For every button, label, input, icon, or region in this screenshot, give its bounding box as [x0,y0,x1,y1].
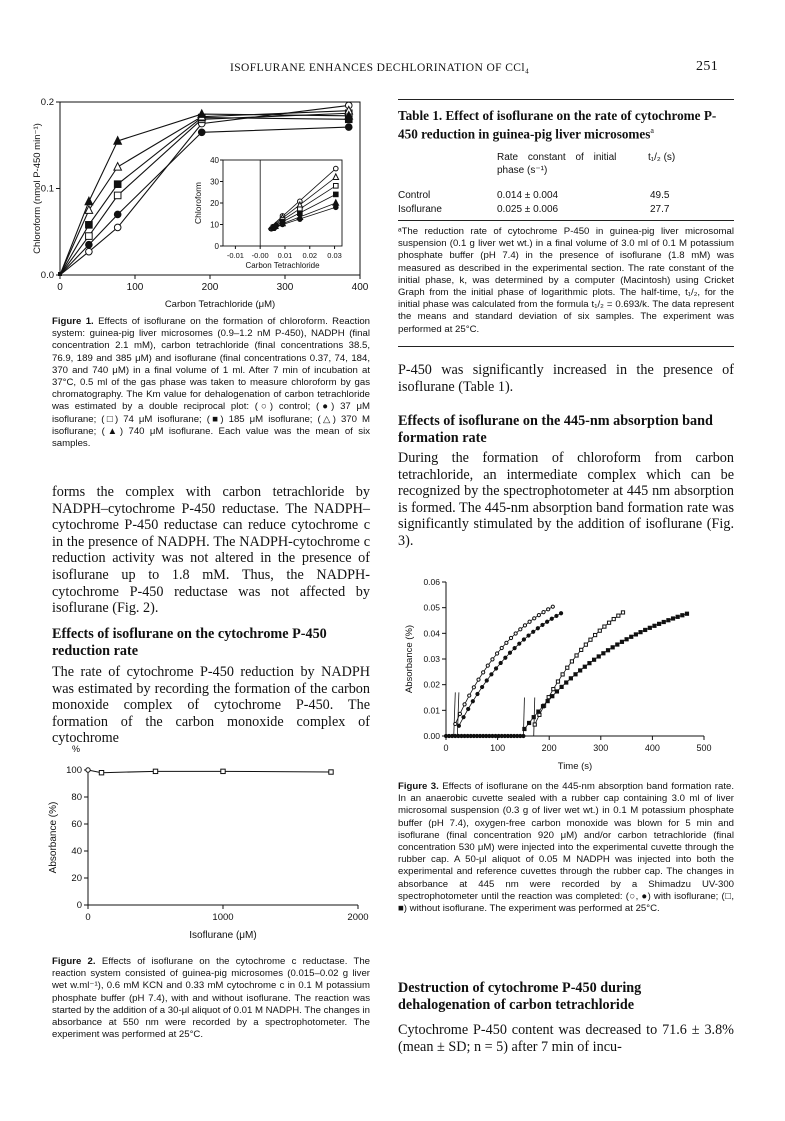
origin-marker [58,272,62,276]
data-point [616,643,619,646]
figure1-chart [30,90,410,310]
x-tick-label: 1000 [212,912,234,923]
data-point [532,716,535,719]
data-point [625,638,628,641]
data-point [86,222,93,229]
data-point [513,647,516,650]
inset-x-tick-label: -0.00 [251,251,269,260]
data-point [597,655,600,658]
data-point [676,615,679,618]
data-point [653,624,656,627]
y-tick-label: 0.1 [40,183,54,195]
data-point [541,705,544,708]
inset-point [280,222,285,227]
data-point [574,673,577,676]
running-title: ISOFLURANE ENHANCES DECHLORINATION OF CCl₄ [230,62,530,74]
figure1-label: Figure 1. [52,316,94,327]
data-point [584,643,587,646]
table-top-rule [398,99,734,100]
inset-x-axis-label: Carbon Tetrachloride [245,261,320,270]
x-axis-label: Carbon Tetrachloride (μM) [164,299,276,310]
y-tick-label: 60 [71,819,82,830]
figure1-caption-text: Effects of isoflurane on the formation of chloroform. Reaction system: guinea-pig liver microsomes (0.9–1.2 nM P-450), NADPH (final concentration 2.1 mM), carbon tetrachloride (final concentrations 38.5, 76.9, 189 and 385 μM) and isoflurane (final concentrations 0.37, 74, 184, 370 and 740 μM) in a final volume of 1 ml. After 7 min of incubation at 37°C, 0.5 ml of the gas phase was taken to measure chloroform by gas chromatography. The Km value for dehalogenation of carbon tetrachloride was estimated by a double reciprocal plot: (○) control; (●) 37 μM isoflurane; (□) 74 μM isoflurane; (■) 185 μM isoflurane; (△) 370 M isoflurane; (▲) 740 μM isoflurane. Each value was the mean of six samples. [52,316,371,450]
data-point [592,658,595,661]
data-point [552,688,555,691]
data-point [504,656,507,659]
data-point [477,678,480,681]
inset-y-axis-label: Chloroform [193,181,203,225]
data-point [198,129,205,136]
y-tick-label: 0.0 [40,270,54,281]
data-point [458,712,461,715]
data-point [522,638,525,641]
figure3-chart [398,574,728,774]
inset-x-tick-label: 0.01 [277,251,293,260]
x-tick-label: 300 [593,743,609,753]
data-point [611,646,614,649]
data-point [575,654,578,657]
data-point [598,629,601,632]
data-point [518,642,521,645]
x-tick-label: 100 [490,743,506,753]
data-point [476,692,479,695]
data-point [580,648,583,651]
data-point [644,628,647,631]
data-point [579,669,582,672]
data-point [114,211,121,218]
figure2-chart [40,740,380,960]
data-point [621,611,624,614]
y-tick-label: 0 [76,900,82,911]
data-point [153,769,157,773]
data-point [523,624,526,627]
data-point [551,695,554,698]
y-tick-label: 0.00 [423,731,440,741]
data-point [499,661,502,664]
y-tick-label: 0.01 [423,705,440,716]
inset-y-tick-label: 0 [214,242,219,251]
data-point [454,722,457,725]
data-point [500,646,503,649]
series-line [459,613,561,726]
y-tick-label: 0.04 [423,628,440,639]
data-point [546,700,549,703]
data-point [532,630,535,633]
data-point [542,610,545,613]
data-point [594,633,597,636]
data-point [639,631,642,634]
y-tick-label: 0.05 [423,602,440,613]
data-point [547,608,550,611]
data-point [588,662,591,665]
data-point [86,233,93,240]
right-paragraph-2: During the formation of chloroform from carbon tetrachloride, an intermediate complex which can be recognized by the spectrophotometer at 445 nm absorption is formed. The 445-nm absorption band formation rate was significantly stimulated by the addition of isoflurane (Fig. 3). [398,450,734,549]
x-tick-label: 200 [201,282,219,293]
figure2-caption-text: Effects of isoflurane on the cytochrome c reductase. The reaction system consisted of guinea-pig microsomes (0.015–0.02 g liver wet w.ml⁻¹), 0.6 mM KCN and 0.33 mM cytochrome c in 0.1 M potassium phosphate buffer (pH 7.4), with and without isoflurane. The reaction was started by the addition of a 30-μl aliquot of 0.01 M NADPH. The changes in absorbance at 550 nm were recorded by a spectrophotometer. The experiment was performed at 25°C. [52,956,371,1041]
data-point [495,652,498,655]
inset-x-tick-label: 0.03 [327,251,342,260]
inset-frame [223,160,342,246]
right-paragraph-1: P-450 was significantly increased in the presence of isoflurane (Table 1). [398,362,734,395]
table1-col-rate-line2: phase (s⁻¹) [497,164,548,176]
data-point [481,685,484,688]
data-point [514,632,517,635]
table1-footnote: ᵃThe reduction rate of cytochrome P-450 in guinea-pig liver microsomal suspension (0.1 g liver wet wt.) in a final volume of 3.0 ml of 0.1 M potassium phosphate buffer (pH 7.4) in the presence of isoflurane (1.8 mM) was measured as described in the experimental section. The rate constant of the initial phase, k, was determined by a computer (Macintosh) using Cricket Graph from the initial phase of logarithmic plots. The half-time, t₁/₂, for the initial phase was calculated from the formula t₁/₂ = 0.693/k. The data represent the means and standard deviation of six samples. The experiment was performed at 25°C. [398,226,734,335]
data-point [528,620,531,623]
table-bottom-rule [398,346,734,347]
data-point [537,710,540,713]
table1-row-rate: 0.014 ± 0.004 [497,190,559,201]
data-point [583,665,586,668]
data-point [685,612,688,615]
data-point [114,192,121,199]
table1-row-label: Control [398,190,431,201]
figure1-caption [52,316,370,450]
inset-point [274,223,279,228]
data-point [457,724,460,727]
right-section-heading-2: Destruction of cytochrome P-450 during dehalogenation of carbon tetrachloride [398,980,642,1013]
data-point [620,640,623,643]
data-point [509,636,512,639]
table1-row-label: Isoflurane [398,204,442,215]
x-tick-label: 0 [85,912,91,923]
x-tick-label: 0 [443,743,449,753]
data-point [472,686,475,689]
table1-col-rate-header [497,152,647,177]
y-tick-label: 0.02 [423,679,440,690]
figure3-caption [398,781,734,915]
data-point [556,680,559,683]
data-point [519,628,522,631]
inset-y-tick-label: 40 [210,156,219,165]
data-point [345,124,352,131]
data-point [99,771,103,775]
y-axis-label: Absorbance (%) [48,801,59,874]
data-point [523,727,526,730]
inset-point [334,205,339,210]
data-point [602,652,605,655]
x-axis-label: Time (s) [557,761,593,772]
data-point [86,241,93,248]
data-point [634,633,637,636]
data-point [606,649,609,652]
data-point [533,723,536,726]
y-tick-label: 80 [71,792,82,803]
x-tick-label: 300 [276,282,294,293]
data-point [505,641,508,644]
y-tick-label: 0.03 [423,654,440,664]
x-tick-label: 500 [696,743,712,753]
table1-row-half: 27.7 [650,204,670,215]
left-paragraph-1: forms the complex with carbon tetrachloride by NADPH–cytochrome P-450 reductase. The NADPH–cytochrome P-450 reductase can reduce cytochrome c in the presence of NADPH. The NADPH-cytochrome c reduction activity was not altered in the presence of isoflurane up to 1.8 mM. Thus, the NADPH-cytochrome P-450 reductase was not affected by isoflurane (Fig. 2). [52,484,370,617]
inset-point [334,192,339,197]
data-point [538,713,541,716]
data-point [612,617,615,620]
data-point [494,667,497,670]
right-paragraph-3: Cytochrome P-450 content was decreased to 71.6 ± 3.8% (mean ± SD; n = 5) after 7 min of incu- [398,1022,734,1055]
x-tick-label: 0 [57,282,63,293]
data-point [491,658,494,661]
right-section-heading-1: Effects of isoflurane on the 445-nm absorption band formation rate [398,413,713,446]
data-point [114,224,121,231]
x-tick-label: 400 [644,743,660,753]
x-tick-label: 400 [351,282,369,293]
data-point [462,716,465,719]
data-point [630,635,633,638]
table1-col-half-header: t₁/₂ (s) [648,152,676,163]
data-point [467,707,470,710]
data-point [667,619,670,622]
data-point [527,721,530,724]
inset-x-tick-label: -0.01 [226,251,244,260]
x-tick-label: 2000 [347,912,369,923]
data-point [468,694,471,697]
table1-title [398,108,734,141]
data-point [85,197,93,205]
inset-y-tick-label: 30 [210,177,219,187]
table1-title-text: Table 1. Effect of isoflurane on the rate of cytochrome P-450 reduction in guinea-pig liver microsomes [398,108,717,142]
left-paragraph-2: The rate of cytochrome P-450 reduction by NADPH was estimated by recording the formation of the carbon monoxide complex of cytochrome P-450. The formation of the carbon monoxide complex of cytochrome [52,664,370,747]
data-point [671,617,674,620]
data-point [648,626,651,629]
inset-y-tick-label: 20 [210,199,219,208]
y-axis-label: Chloroform (nmol P-450 min⁻¹) [32,123,43,254]
data-point [86,768,90,772]
data-point [471,700,474,703]
page-number: 251 [696,59,719,74]
x-tick-label: 200 [541,743,557,753]
data-point [570,660,573,663]
figure2-label: Figure 2. [52,956,96,967]
data-point [527,634,530,637]
data-point [607,621,610,624]
table1-col-rate-line1: Rate constant of initial [497,152,617,163]
data-point [114,181,121,188]
table1-row-rate: 0.025 ± 0.006 [497,204,559,215]
rise-line [454,692,456,736]
data-point [555,614,558,617]
y-axis-label: Absorbance (%) [404,624,415,694]
data-point [617,614,620,617]
series-line [88,770,331,773]
y-tick-label: 0.2 [40,97,54,108]
left-section-heading: Effects of isoflurane on the cytochrome P-450 reduction rate [52,626,327,659]
data-point [555,690,558,693]
data-point [482,671,485,674]
data-point [566,666,569,669]
table1-row-half: 49.5 [650,190,670,201]
data-point [221,769,225,773]
data-point [541,623,544,626]
data-point [329,770,333,774]
data-point [546,620,549,623]
y-tick-label: 20 [71,873,82,884]
data-point [551,605,554,608]
data-point [508,651,511,654]
data-point [86,248,93,255]
figure2-caption [52,956,370,1041]
inset-point [298,217,303,222]
inset-point [334,166,339,171]
y-tick-label: 0.06 [423,577,440,587]
x-axis-label: Isoflurane (μM) [189,930,257,941]
data-point [589,638,592,641]
data-point [486,664,489,667]
data-point [662,620,665,623]
unit-label: % [71,744,81,754]
x-tick-label: 100 [126,282,144,293]
table1-title-sup: a [650,126,654,135]
figure3-caption-text: Effects of isoflurane on the 445-nm absorption band formation rate. In an anaerobic cuvette sealed with a rubber cap containing 3.0 ml of liver microsomal suspension (0.3 g of liver wet wt.) in 0.1 M potassium phosphate buffer (pH 7.4), oxygen-free carbon monoxide was blown for 5 min and isoflurane (final concentration 920 μM) and/or carbon tetrachloride (final concentration 530 μM) were injected into the experimental cuvette through the rubber cap. A 50-μl aliquot of 0.05 M NADPH was injected into both the experimental and reference cuvettes through the rubber cap. The changes in absorbance at 445 nm were recorded by a Shimadzu UV-300 spectrophotometer until the reaction was completed: (○, ●) with isoflurane; (□, ■) without isoflurane. The experiment was performed at 25°C. [398,781,735,915]
inset-point [334,184,339,189]
data-point [603,625,606,628]
data-point [537,613,540,616]
data-point [114,163,122,171]
data-point [658,622,661,625]
data-point [550,617,553,620]
inset-y-tick-label: 10 [210,220,219,230]
y-tick-label: 40 [71,846,82,857]
data-point [561,673,564,676]
data-point [463,703,466,706]
data-point [559,612,562,615]
data-point [490,673,493,676]
table-mid-rule [398,220,734,221]
inset-x-tick-label: 0.02 [302,251,318,260]
data-point [681,614,684,617]
data-point [536,627,539,630]
data-point [485,679,488,682]
data-point [560,685,563,688]
data-point [565,681,568,684]
data-point [569,677,572,680]
data-point [533,617,536,620]
figure3-label: Figure 3. [398,781,439,792]
series-line [524,614,687,729]
y-tick-label: 100 [66,765,82,776]
